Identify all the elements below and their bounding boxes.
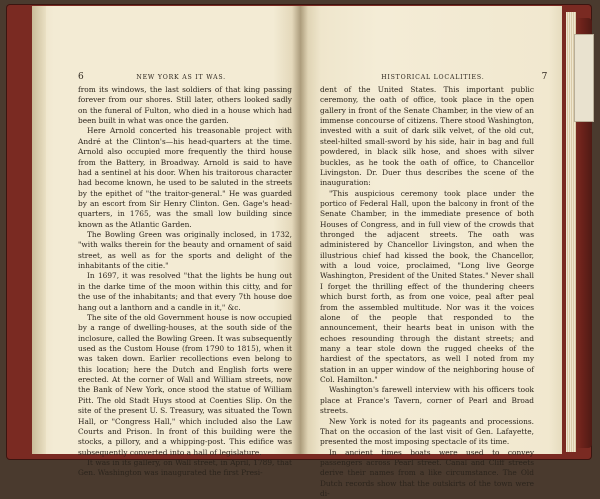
paragraph: The Bowling Green was originally inclosed, in 1732, "with walks therein for the beauty and ornament of said street, as well as for the sports and delight of the inhabitants of the citie.": [78, 230, 292, 271]
right-page-body: [320, 85, 534, 499]
paragraph: Here Arnold concerted his treasonable project with André at the Clinton's—his head-quarters at the time. Arnold also occupied more frequently the third house from the Battery, in Broadway. Arnold is said to have had a sentinel at his door. When his traitorous character had become known, he used to be saluted in the streets by the epithet of "the traitor-general." He was guarded by an escort from Sir Henry Clinton. Gen. Gage's head-quarters, in 1765, was the small low building since known as the Atlantic Garden.: [78, 126, 292, 229]
paragraph: In ancient times boats were used to convey passengers across Pearl street. Canal and Cliff streets derive their names from a like circumstance. The Old Dutch records show that the outskirts of the town were di-: [320, 447, 534, 499]
right-page-header: [318, 72, 548, 82]
paragraph: "This auspicious ceremony took place under the portico of Federal Hall, upon the balcony in front of the Senate Chamber, in the immediate presence of both Houses of Congress, and in full view of the crowds that thronged the adjacent streets. The oath was administered by Chancellor Livingston, and when the illustrious chief had kissed the book, the Chancellor, with a loud voice, proclaimed, "Long live George Washington, President of the United States." Never shall I forget the thrilling effect of the thundering cheers which burst forth, as from one voice, peal after peal from the assembled multitude. Nor was it the voices alone of the people that responded to the announcement, their hearts beat in unison with the echoes resounding through the distant streets; and many a tear stole down the rugged cheeks of the hardiest of the spectators, as well I noted from my station in an upper window of the neighboring house of Col. Hamilton.": [320, 188, 534, 385]
left-page-number: 6: [78, 72, 85, 82]
left-gutter: [32, 6, 46, 454]
left-page: [32, 6, 300, 478]
paragraph: In 1697, it was resolved "that the lights be hung out in the darke time of the moon within this citty, and for the use of the inhabitants; and that every 7th house doe hang out a lanthorn and a candle in it," &c.: [78, 271, 292, 312]
bookmark-slip: [574, 34, 594, 122]
paragraph: Washington's farewell interview with his officers took place at France's Tavern, corner of Pearl and Broad streets.: [320, 385, 534, 416]
paragraph: from its windows, the last soldiers of that king passing forever from our shores. Still later, others looked sadly on the funeral of Fulton, who died in a house which had been built in what was once the garden.: [78, 85, 292, 126]
left-page-body: [78, 85, 292, 479]
right-page-number: 7: [541, 72, 548, 82]
paragraph: New York is noted for its pageants and processions. That on the occasion of the last visit of Gen. Lafayette, presented the most imposing spectacle of its time.: [320, 416, 534, 447]
paragraph: It was in its gallery, on Wall street, in April, 1789, that Gen. Washington was inaugurated the first Presi-: [78, 457, 292, 478]
right-running-head: HISTORICAL LOCALITIES.: [381, 74, 485, 81]
right-page: [300, 6, 562, 499]
paragraph: dent of the United States. This important public ceremony, the oath of office, took place in the open gallery in front of the Senate Chamber, in the view of an immense concourse of citizens. There stood Washington, invested with a suit of dark silk velvet, of the old cut, steel-hilted small-sword by his side, hair in bag and full powdered, in black silk hose, and shoes with silver buckles, as he took the oath of office, to Chancellor Livingston. Dr. Duer thus describes the scene of the inauguration:: [320, 85, 534, 188]
paragraph: The site of the old Government house is now occupied by a range of dwelling-houses, at the south side of the inclosure, called the Bowling Green. It was subsequently used as the Custom House (from 1790 to 1815), when it was taken down. Earlier recollections even belong to this location; here the Dutch and English forts were erected. At the corner of Wall and William streets, now the Bank of New York, once stood the statue of William Pitt. The old Stadt Huys stood at Coenties Slip. On the site of the present U. S. Treasury, was situated the Town Hall, or "Congress Hall," which included also the Law Courts and Prison. In front of this building were the stocks, a pillory, and a whipping-post. This edifice was subsequently converted into a hall of legislature.: [78, 312, 292, 457]
left-page-header: [78, 72, 284, 82]
left-running-head: NEW YORK AS IT WAS.: [136, 74, 226, 81]
spine-shadow: [292, 6, 308, 454]
